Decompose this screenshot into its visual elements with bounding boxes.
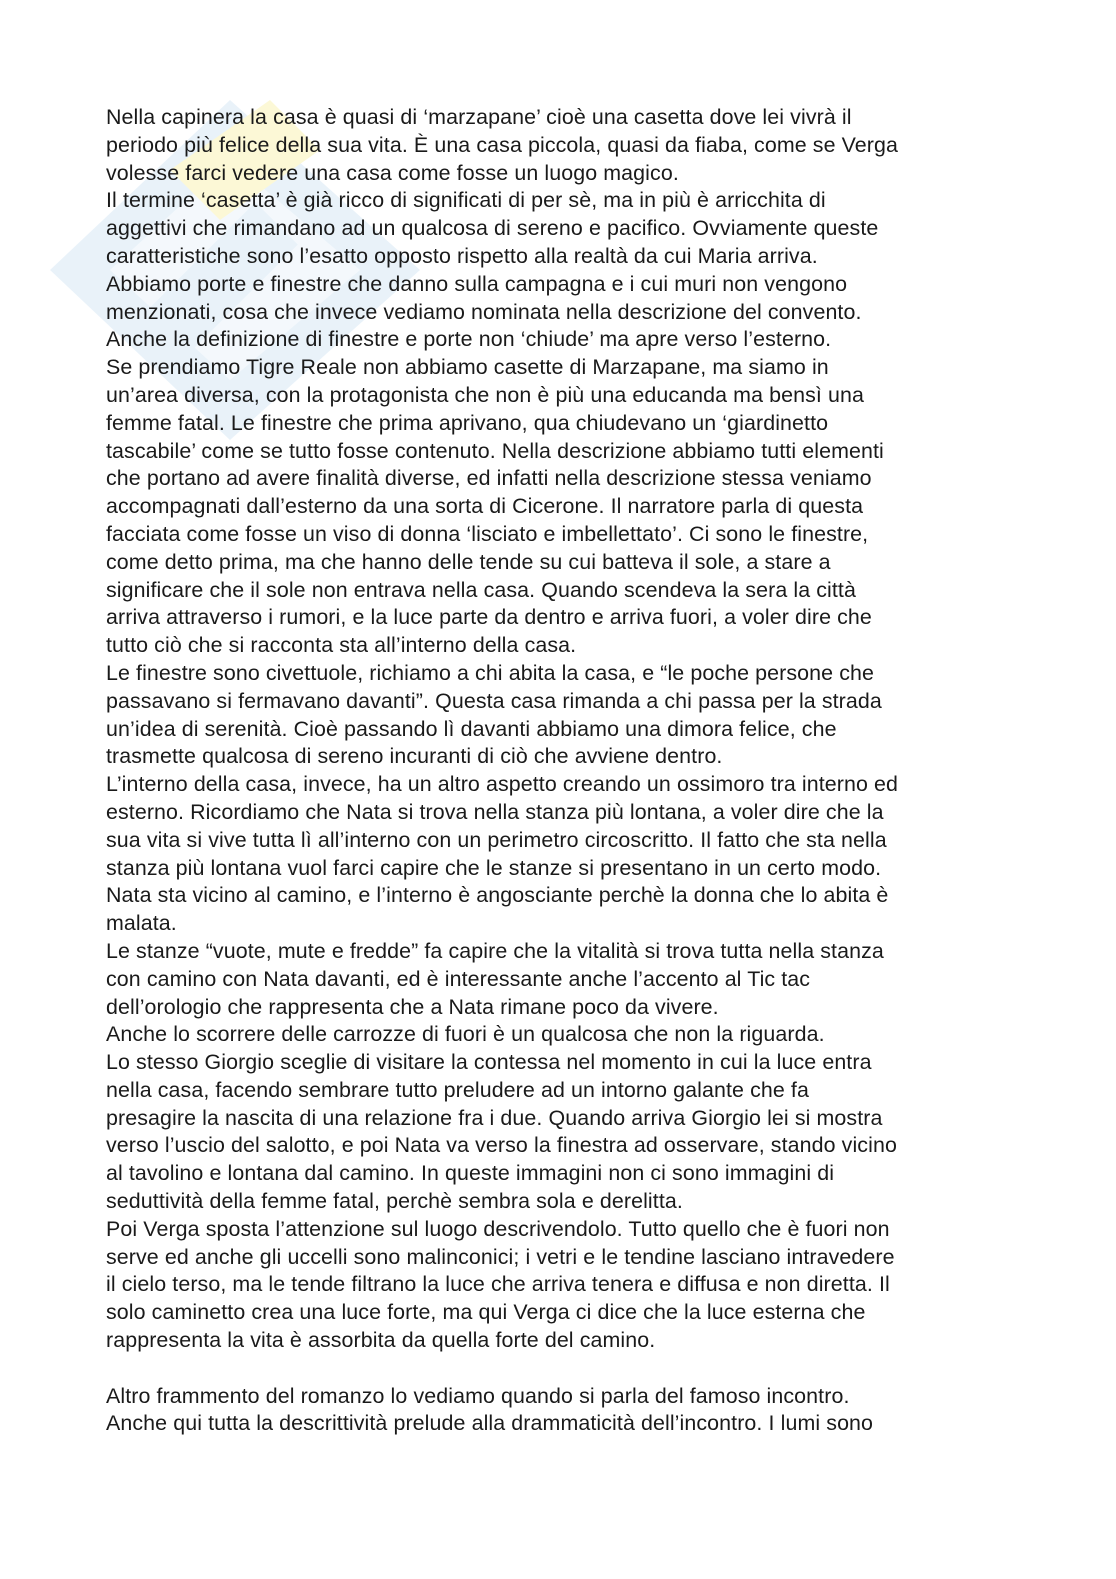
paragraph [106, 271, 1026, 327]
text-line: Poi Verga sposta l’attenzione sul luogo descrivendolo. Tutto quello che è fuori non [106, 1216, 890, 1241]
paragraph [106, 326, 1026, 354]
text-line: sua vita si vive tutta lì all’interno con un perimetro circoscritto. Il fatto che sta nella [106, 827, 887, 852]
text-line: stanza più lontana vuol farci capire che le stanze si presentano in un certo modo. [106, 855, 882, 880]
text-line: arriva attraverso i rumori, e la luce parte da dentro e arriva fuori, a voler dire che [106, 605, 872, 630]
text-line: con camino con Nata davanti, ed è interessante anche l’accento al Tic tac [106, 966, 811, 991]
text-line: tascabile’ come se tutto fosse contenuto. Nella descrizione abbiamo tutti elementi [106, 438, 884, 463]
text-line: Le finestre sono civettuole, richiamo a chi abita la casa, e “le poche persone che [106, 660, 875, 685]
paragraph [106, 938, 1026, 1021]
text-line: dell’orologio che rappresenta che a Nata rimane poco da vivere. [106, 994, 719, 1019]
text-line: Anche qui tutta la descrittività prelude alla drammaticità dell’incontro. I lumi sono [106, 1411, 874, 1436]
paragraph [106, 1383, 1026, 1439]
text-line: al tavolino e lontana dal camino. In queste immagini non ci sono immagini di [106, 1161, 835, 1186]
text-line: Altro frammento del romanzo lo vediamo quando si parla del famoso incontro. [106, 1383, 850, 1408]
text-line: L’interno della casa, invece, ha un altro aspetto creando un ossimoro tra interno ed [106, 772, 899, 797]
paragraph [106, 187, 1026, 270]
text-line: seduttività della femme fatal, perchè sembra sola e derelitta. [106, 1189, 683, 1214]
text-line: trasmette qualcosa di sereno incuranti di ciò che avviene dentro. [106, 744, 723, 769]
text-line: esterno. Ricordiamo che Nata si trova nella stanza più lontana, a voler dire che la [106, 799, 884, 824]
text-line: un’area diversa, con la protagonista che non è più una educanda ma bensì una [106, 382, 864, 407]
text-line: come detto prima, ma che hanno delle tende su cui batteva il sole, a stare a [106, 549, 831, 574]
text-line: caratteristiche sono l’esatto opposto rispetto alla realtà da cui Maria arriva. [106, 243, 818, 268]
text-line: Abbiamo porte e finestre che danno sulla campagna e i cui muri non vengono [106, 271, 848, 296]
paragraph [106, 1216, 1026, 1355]
text-line: aggettivi che rimandano ad un qualcosa di sereno e pacifico. Ovviamente queste [106, 216, 879, 241]
text-line: Nella capinera la casa è quasi di ‘marzapane’ cioè una casetta dove lei vivrà il [106, 105, 852, 129]
text-line: Anche lo scorrere delle carrozze di fuori è un qualcosa che non la riguarda. [106, 1022, 825, 1047]
text-line: nella casa, facendo sembrare tutto preludere ad un intorno galante che fa [106, 1077, 809, 1102]
paragraph [106, 1021, 1026, 1049]
text-line: presagire la nascita di una relazione fra i due. Quando arriva Giorgio lei si mostra [106, 1105, 883, 1130]
text-line: periodo più felice della sua vita. È una casa piccola, quasi da fiaba, come se Verga [106, 132, 899, 157]
text-line: Le stanze “vuote, mute e fredde” fa capire che la vitalità si trova tutta nella stanza [106, 938, 884, 963]
paragraph [106, 1049, 1026, 1216]
text-line: accompagnati dall’esterno da una sorta di Cicerone. Il narratore parla di questa [106, 494, 864, 519]
paragraph [106, 354, 1026, 660]
document-body [106, 104, 1026, 1438]
text-line: volesse farci vedere una casa come fosse un luogo magico. [106, 160, 679, 185]
text-line: rappresenta la vita è assorbita da quella forte del camino. [106, 1328, 656, 1353]
text-line: significare che il sole non entrava nella casa. Quando scendeva la sera la città [106, 577, 856, 602]
text-line: il cielo terso, ma le tende filtrano la luce che arriva tenera e diffusa e non diretta. Il [106, 1272, 890, 1297]
text-line: solo caminetto crea una luce forte, ma qui Verga ci dice che la luce esterna che [106, 1300, 866, 1325]
paragraph [106, 104, 1026, 187]
text-line: malata. [106, 911, 177, 936]
text-line: che portano ad avere finalità diverse, ed infatti nella descrizione stessa veniamo [106, 466, 872, 491]
text-line: un’idea di serenità. Cioè passando lì davanti abbiamo una dimora felice, che [106, 716, 837, 741]
text-line: Il termine ‘casetta’ è già ricco di significati di per sè, ma in più è arricchita di [106, 188, 826, 213]
text-line: femme fatal. Le finestre che prima aprivano, qua chiudevano un ‘giardinetto [106, 410, 829, 435]
text-line: menzionati, cosa che invece vediamo nominata nella descrizione del convento. [106, 299, 862, 324]
text-line: tutto ciò che si racconta sta all’interno della casa. [106, 633, 577, 658]
paragraph [106, 771, 1026, 938]
text-line: Se prendiamo Tigre Reale non abbiamo casette di Marzapane, ma siamo in [106, 355, 829, 380]
text-line: passavano si fermavano davanti”. Questa casa rimanda a chi passa per la strada [106, 688, 882, 713]
text-line: Lo stesso Giorgio sceglie di visitare la contessa nel momento in cui la luce entra [106, 1050, 872, 1075]
text-line: Anche la definizione di finestre e porte non ‘chiude’ ma apre verso l’esterno. [106, 327, 832, 352]
text-line: verso l’uscio del salotto, e poi Nata va verso la finestra ad osservare, stando vicino [106, 1133, 897, 1158]
text-line: facciata come fosse un viso di donna ‘lisciato e imbellettato’. Ci sono le finestre, [106, 521, 869, 546]
text-line: serve ed anche gli uccelli sono malinconici; i vetri e le tendine lasciano intravedere [106, 1244, 895, 1269]
paragraph [106, 660, 1026, 771]
paragraph-gap [106, 1355, 1026, 1383]
text-line: Nata sta vicino al camino, e l’interno è angosciante perchè la donna che lo abita è [106, 883, 889, 908]
